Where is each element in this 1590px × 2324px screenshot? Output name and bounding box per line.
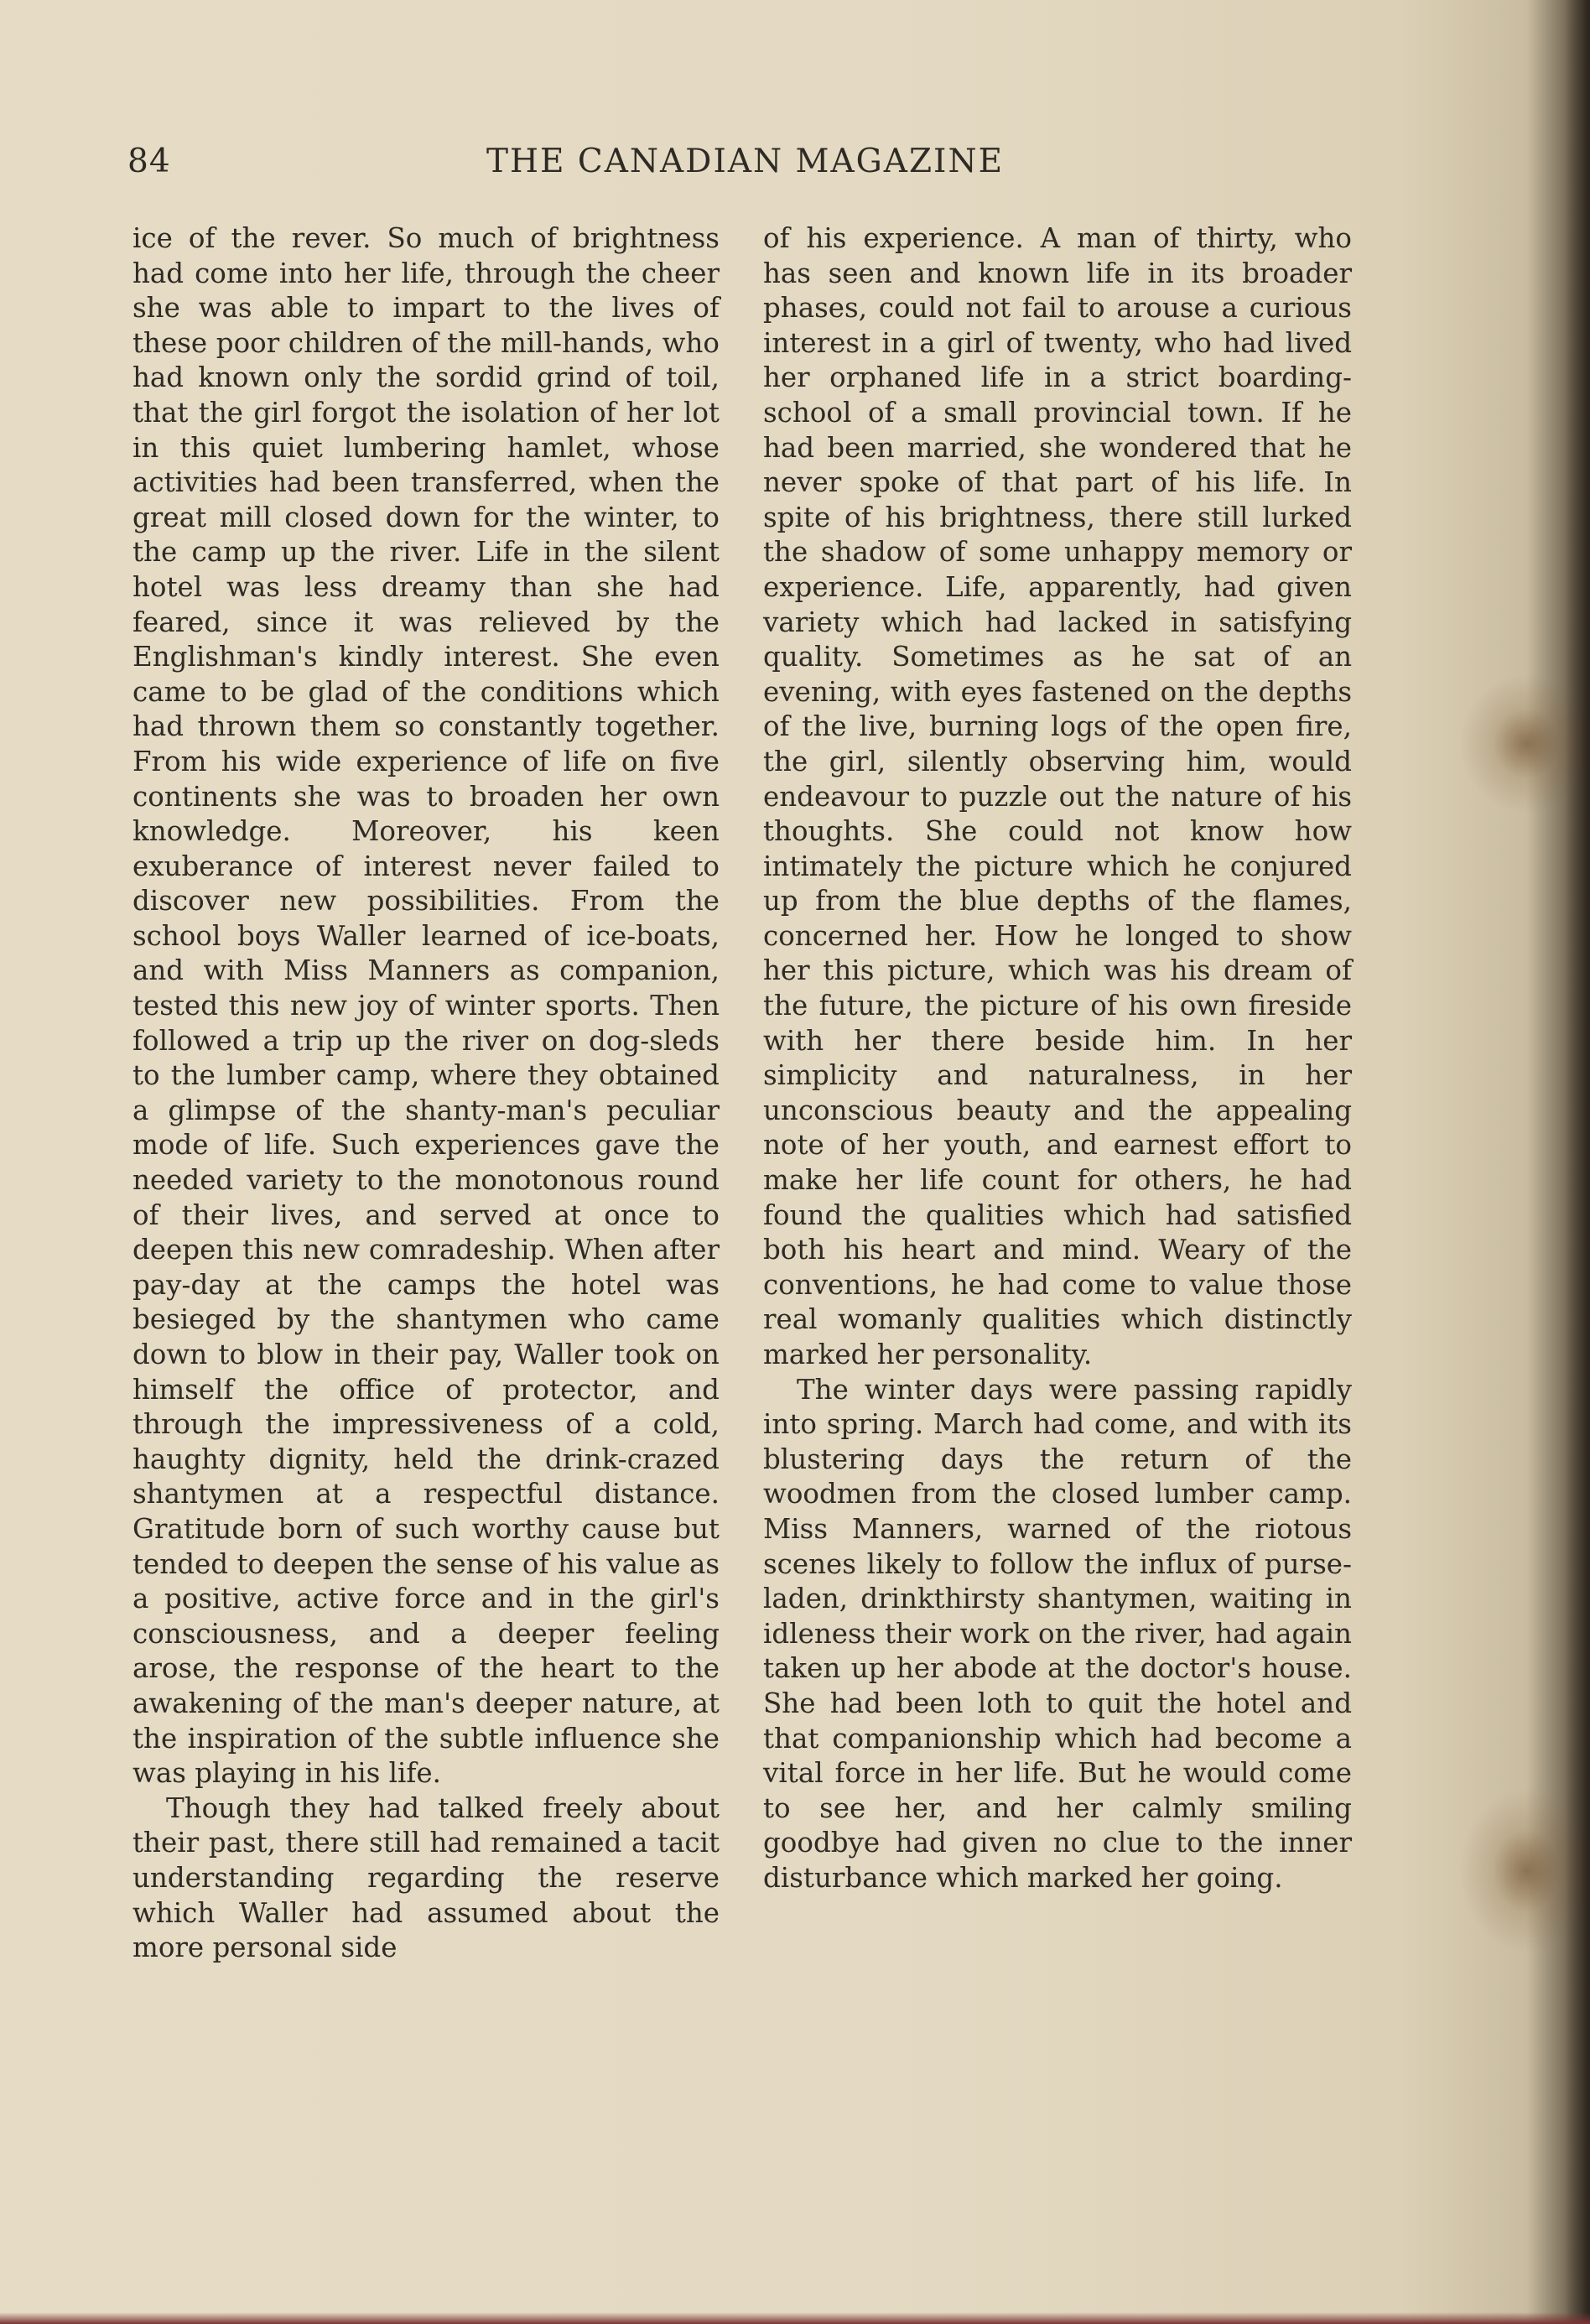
paragraph: ice of the rever. So much of brightness had come into her life, through the cheer she was able to impart to the lives of these poor children of the mill-hands, who had known only the sordid grind of toil, that the girl forgot the isolation of her lot in this quiet lumbering hamlet, whose activities had been transferred, when the great mill closed down for the winter, to the camp up the river. Life in the silent hotel was less dreamy than she had feared, since it was relieved by the Englishman's kindly interest. She even came to be glad of the conditions which had thrown them so constantly together. From his wide experience of life on five continents she was to broaden her own knowledge. Moreover, his keen exuberance of interest never failed to discover new possibilities. From the school boys Waller learned of ice-boats, and with Miss Manners as companion, tested this new joy of winter sports. Then followed a trip up the river on dog-sleds to the lumber camp, where they obtained a glimpse of the shanty-man's peculiar mode of life. Such experiences gave the needed variety to the monotonous round of their lives, and served at once to deepen this new comradeship. When after pay-day at the camps the hotel was besieged by the shantymen who came down to blow in their pay, Waller took on himself the office of protector, and through the impressiveness of a cold, haughty dignity, held the drink-crazed shantymen at a respectful distance. Gratitude born of such worthy cause but tended to deepen the sense of his value as a positive, active force and in the girl's consciousness, and a deeper feeling arose, the response of the heart to the awakening of the man's deeper nature, at the inspiration of the subtle influence she was playing in his life. (132, 222, 720, 1790)
page-number: 84 (127, 143, 171, 180)
paragraph: of his experience. A man of thirty, who has seen and known life in its broader phases, could not fail to arouse a curious interest in a girl of twenty, who had lived her orphaned life in a strict boarding-school of a small provincial town. If he had been married, she wondered that he never spoke of that part of his life. In spite of his brightness, there still lurked the shadow of some unhappy memory or experience. Life, apparently, had given variety which had lacked in satisfying quality. Sometimes as he sat of an evening, with eyes fastened on the depths of the live, burning logs of the open fire, the girl, silently observing him, would endeavour to puzzle out the nature of his thoughts. She could not know how intimately the picture which he conjured up from the blue depths of the flames, concerned her. How he longed to show her this picture, which was his dream of the future, the picture of his own fireside with her there beside him. In her simplicity and naturalness, in her unconscious beauty and the appealing note of her youth, and earnest effort to make her life count for others, he had found the qualities which had satisfied both his heart and mind. Weary of the conventions, he had come to value those real womanly qualities which distinctly marked her personality. (763, 222, 1352, 1370)
right-text-column (763, 221, 1352, 1896)
paragraph: The winter days were passing rapidly into spring. March had come, and with its blustering days the return of the woodmen from the closed lumber camp. Miss Manners, warned of the riotous scenes likely to follow the influx of purse-laden, drinkthirsty shantymen, waiting in idleness their work on the river, had again taken up her abode at the doctor's house. She had been loth to quit the hotel and that companionship which had become a vital force in her life. But he would come to see her, and her calmly smiling goodbye had given no clue to the inner disturbance which marked her going. (763, 1373, 1352, 1894)
left-text-column (132, 221, 720, 1966)
magazine-title: THE CANADIAN MAGAZINE (486, 143, 1005, 180)
binding-shadow (1565, 0, 1590, 2324)
paragraph: Though they had talked freely about their past, there still had remained a tacit understanding regarding the reserve which Waller had assumed about the more personal side (132, 1791, 720, 1964)
page-bottom-edge (0, 2312, 1590, 2324)
running-head (127, 143, 1008, 185)
